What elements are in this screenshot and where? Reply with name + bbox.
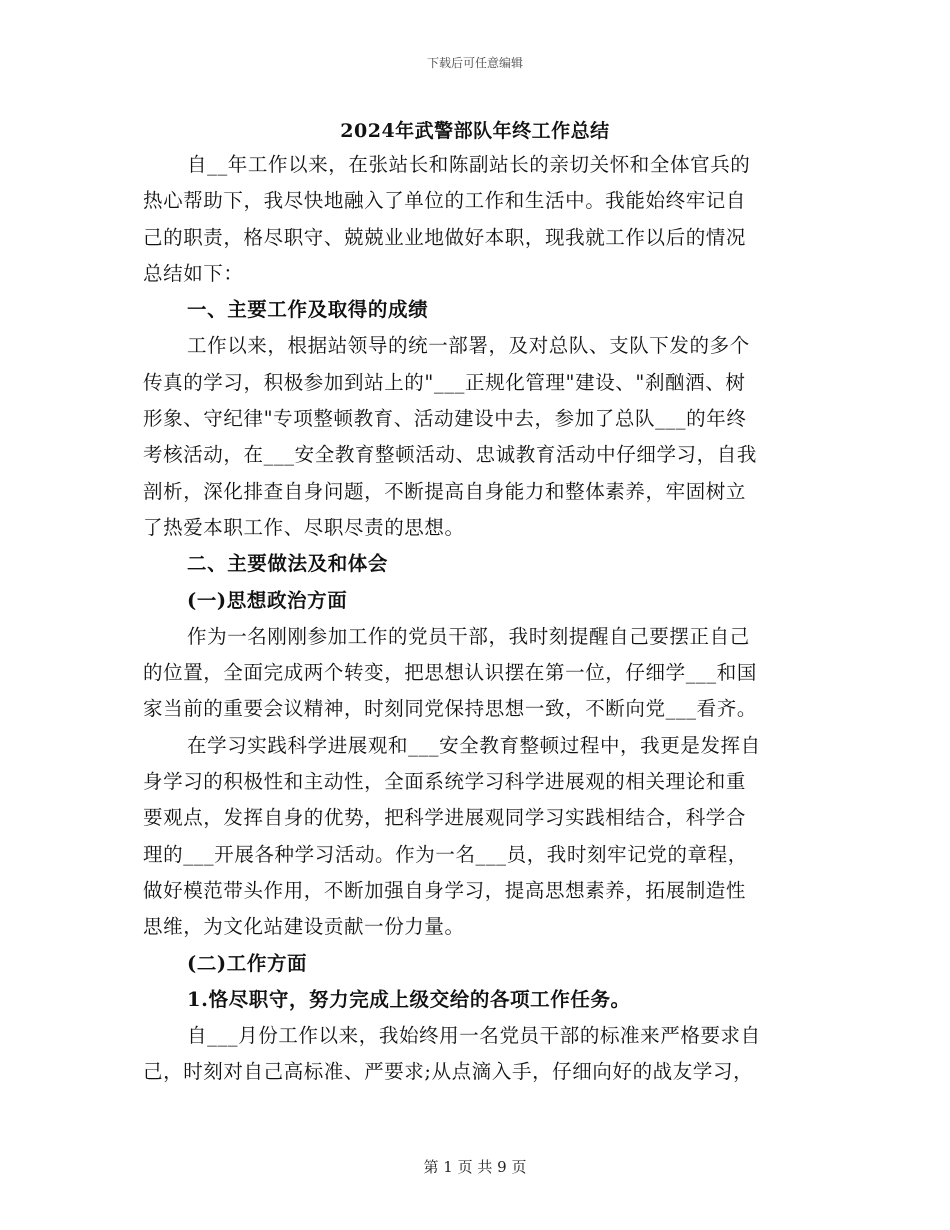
paragraph-line: 思维，为文化站建设贡献一份力量。 xyxy=(143,915,465,939)
paragraph-line: 的位置，全面完成两个转变，把思想认识摆在第一位，仔细学___和国 xyxy=(143,661,757,685)
paragraph-line: 热心帮助下，我尽快地融入了单位的工作和生活中。我能始终牢记自 xyxy=(143,189,747,213)
section-heading: 一、主要工作及取得的成绩 xyxy=(187,298,429,322)
paragraph-line: 了热爱本职工作、尽职尽责的思想。 xyxy=(143,515,465,539)
paragraph-line: 身学习的积极性和主动性，全面系统学习科学进展观的相关理论和重 xyxy=(143,770,747,794)
document-title: 2024年武警部队年终工作总结 xyxy=(340,120,610,142)
paragraph-line: 考核活动，在___安全教育整顿活动、忠诚教育活动中仔细学习，自我 xyxy=(143,443,757,467)
paragraph-line: 家当前的重要会议精神，时刻同党保持思想一致，不断向党___看齐。 xyxy=(143,697,757,721)
paragraph-line: 理的___开展各种学习活动。作为一名___员，我时刻牢记党的章程， xyxy=(143,842,748,866)
paragraph-line: 己的职责，格尽职守、兢兢业业地做好本职，现我就工作以后的情况 xyxy=(143,225,747,249)
paragraph-line: 形象、守纪律"专项整顿教育、活动建设中去，参加了总队___的年终 xyxy=(143,407,747,431)
paragraph-line: 传真的学习，积极参加到站上的"___正规化管理"建设、"刹酗酒、树 xyxy=(143,370,746,394)
paragraph-line: 做好模范带头作用，不断加强自身学习，提高思想素养，拓展制造性 xyxy=(143,878,747,902)
section-heading: 1.恪尽职守，努力完成上级交给的各项工作任务。 xyxy=(187,987,631,1011)
paragraph-line: 自__年工作以来，在张站长和陈副站长的亲切关怀和全体官兵的 xyxy=(187,153,751,176)
page-header: 下载后可任意编辑 xyxy=(426,56,523,70)
document-body xyxy=(143,147,807,1091)
paragraph-line: 剖析，深化排查自身问题，不断提高自身能力和整体素养，牢固树立 xyxy=(143,479,747,503)
paragraph-line: 要观点，发挥自身的优势，把科学进展观同学习实践相结合，科学合 xyxy=(143,806,747,830)
paragraph-line: 工作以来，根据站领导的统一部署，及对总队、支队下发的多个 xyxy=(187,334,750,358)
paragraph-line: 在学习实践科学进展观和___安全教育整顿过程中，我更是发挥自 xyxy=(187,733,761,757)
paragraph-line: 自___月份工作以来，我始终用一名党员干部的标准来严格要求自 xyxy=(187,1024,761,1048)
section-heading: (一)思想政治方面 xyxy=(187,588,348,612)
paragraph-line: 己，时刻对自己高标准、严要求;从点滴入手，仔细向好的战友学习， xyxy=(143,1060,754,1084)
section-heading: (二)工作方面 xyxy=(187,951,308,975)
page-footer: 第 1 页 共 9 页 xyxy=(423,1158,527,1176)
paragraph-line: 作为一名刚刚参加工作的党员干部，我时刻提醒自己要摆正自己 xyxy=(187,624,750,648)
paragraph-line: 总结如下： xyxy=(143,261,244,285)
section-heading: 二、主要做法及和体会 xyxy=(187,552,389,576)
